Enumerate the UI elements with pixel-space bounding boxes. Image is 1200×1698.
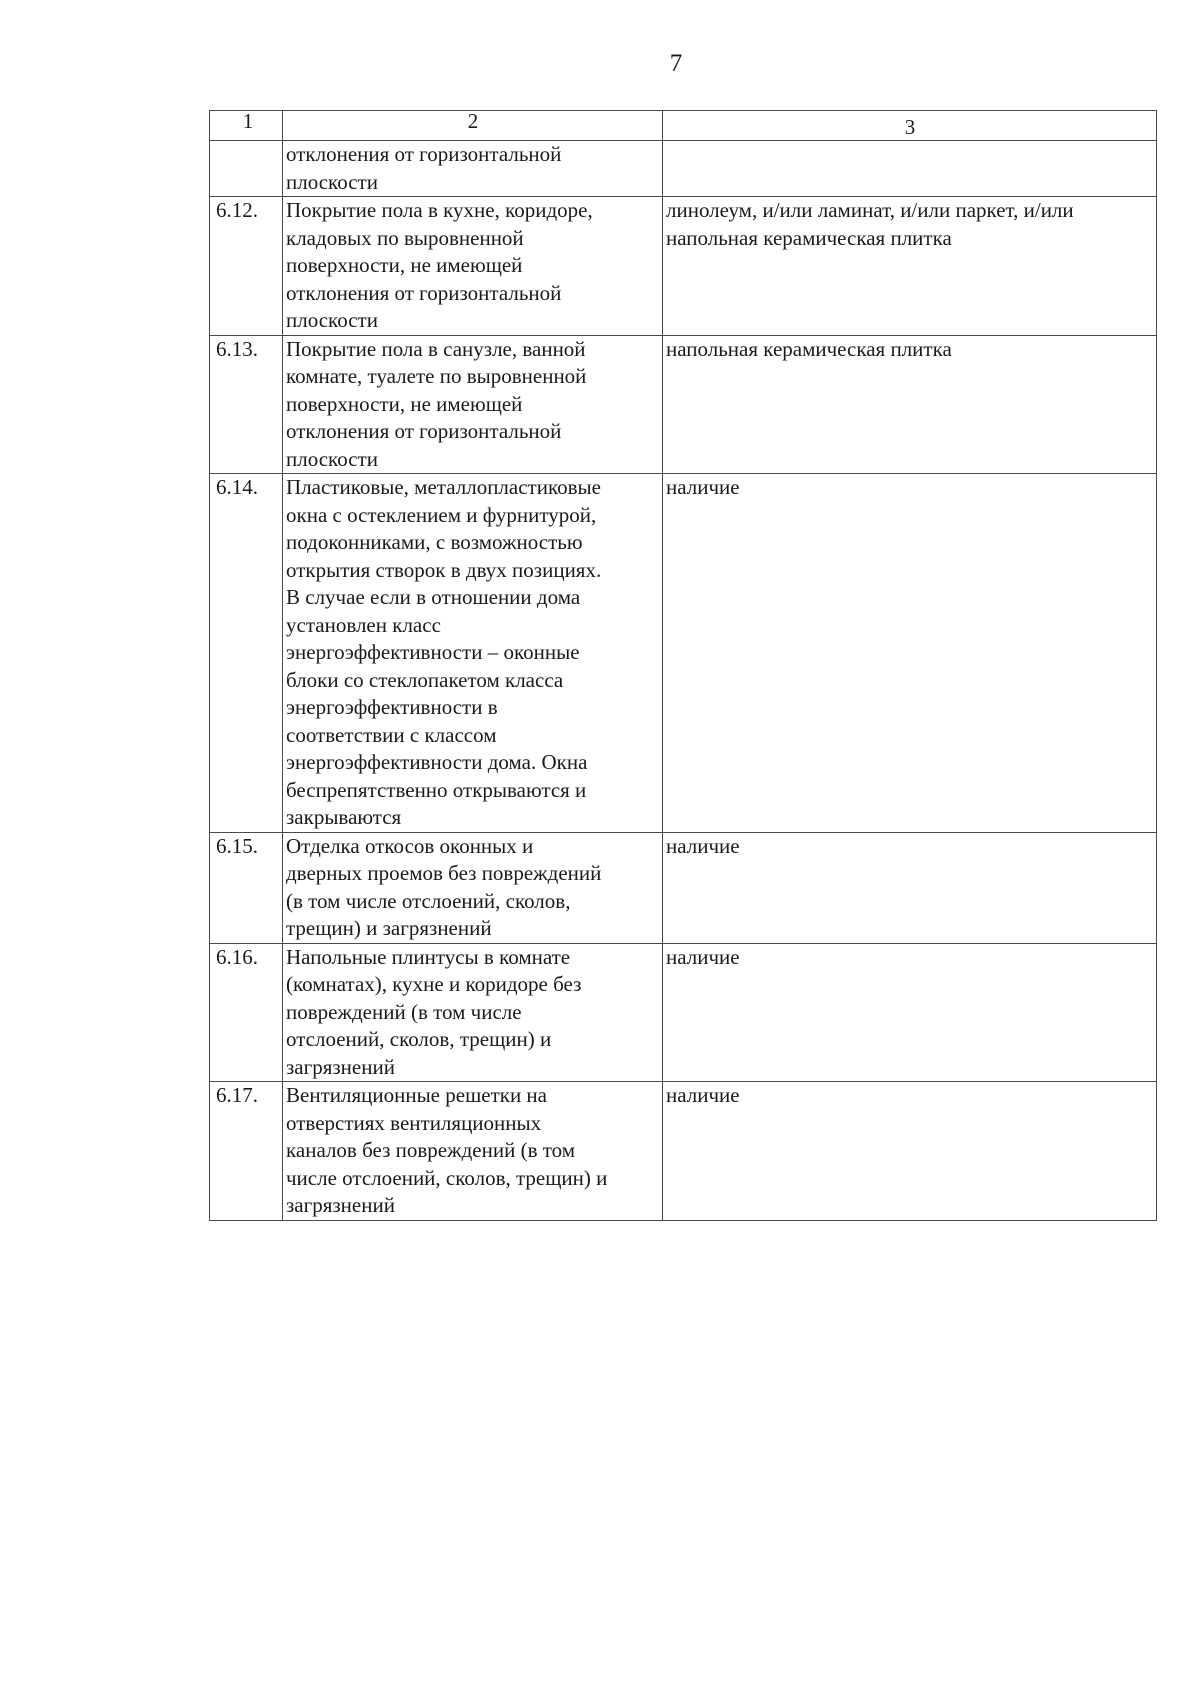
row-number xyxy=(210,141,283,197)
table-row xyxy=(210,335,1157,474)
row-description: Вентиляционные решетки на отверстиях вентиляционных каналов без повреждений (в том числе отслоений, сколов, трещин) и загрязнений xyxy=(283,1082,663,1221)
row-value: напольная керамическая плитка xyxy=(663,335,1157,474)
header-cell-3: 3 xyxy=(663,111,1157,141)
row-value: наличие xyxy=(663,943,1157,1082)
row-value: линолеум, и/или ламинат, и/или паркет, и/или напольная керамическая плитка xyxy=(663,197,1157,336)
row-value: наличие xyxy=(663,832,1157,943)
row-description: Покрытие пола в кухне, коридоре, кладовых по выровненной поверхности, не имеющей отклонения от горизонтальной плоскости xyxy=(283,197,663,336)
table-row xyxy=(210,474,1157,833)
row-description: отклонения от горизонтальной плоскости xyxy=(283,141,663,197)
table-row xyxy=(210,141,1157,197)
row-number: 6.12. xyxy=(210,197,283,336)
table-row xyxy=(210,943,1157,1082)
row-number: 6.15. xyxy=(210,832,283,943)
row-number: 6.14. xyxy=(210,474,283,833)
requirements-table xyxy=(209,110,1157,1221)
row-description: Пластиковые, металлопластиковые окна с остеклением и фурнитурой, подоконниками, с возможностью открытия створок в двух позициях. В случае если в отношении дома установлен класс энергоэффективности – оконные блоки со стеклопакетом класса энергоэффективности в соответствии с классом энергоэффективности дома. Окна беспрепятственно открываются и закрываются xyxy=(283,474,663,833)
header-cell-1: 1 xyxy=(210,111,283,141)
row-value xyxy=(663,141,1157,197)
page-number: 7 xyxy=(669,50,683,77)
table-row xyxy=(210,1082,1157,1221)
row-value: наличие xyxy=(663,1082,1157,1221)
row-number: 6.13. xyxy=(210,335,283,474)
row-number: 6.16. xyxy=(210,943,283,1082)
table-row xyxy=(210,197,1157,336)
table-row xyxy=(210,832,1157,943)
table-header-row xyxy=(210,111,1157,141)
row-description: Напольные плинтусы в комнате (комнатах), кухне и коридоре без повреждений (в том числе отслоений, сколов, трещин) и загрязнений xyxy=(283,943,663,1082)
row-value: наличие xyxy=(663,474,1157,833)
row-description: Отделка откосов оконных и дверных проемов без повреждений (в том числе отслоений, сколов, трещин) и загрязнений xyxy=(283,832,663,943)
header-cell-2: 2 xyxy=(283,111,663,141)
row-number: 6.17. xyxy=(210,1082,283,1221)
row-description: Покрытие пола в санузле, ванной комнате, туалете по выровненной поверхности, не имеющей отклонения от горизонтальной плоскости xyxy=(283,335,663,474)
